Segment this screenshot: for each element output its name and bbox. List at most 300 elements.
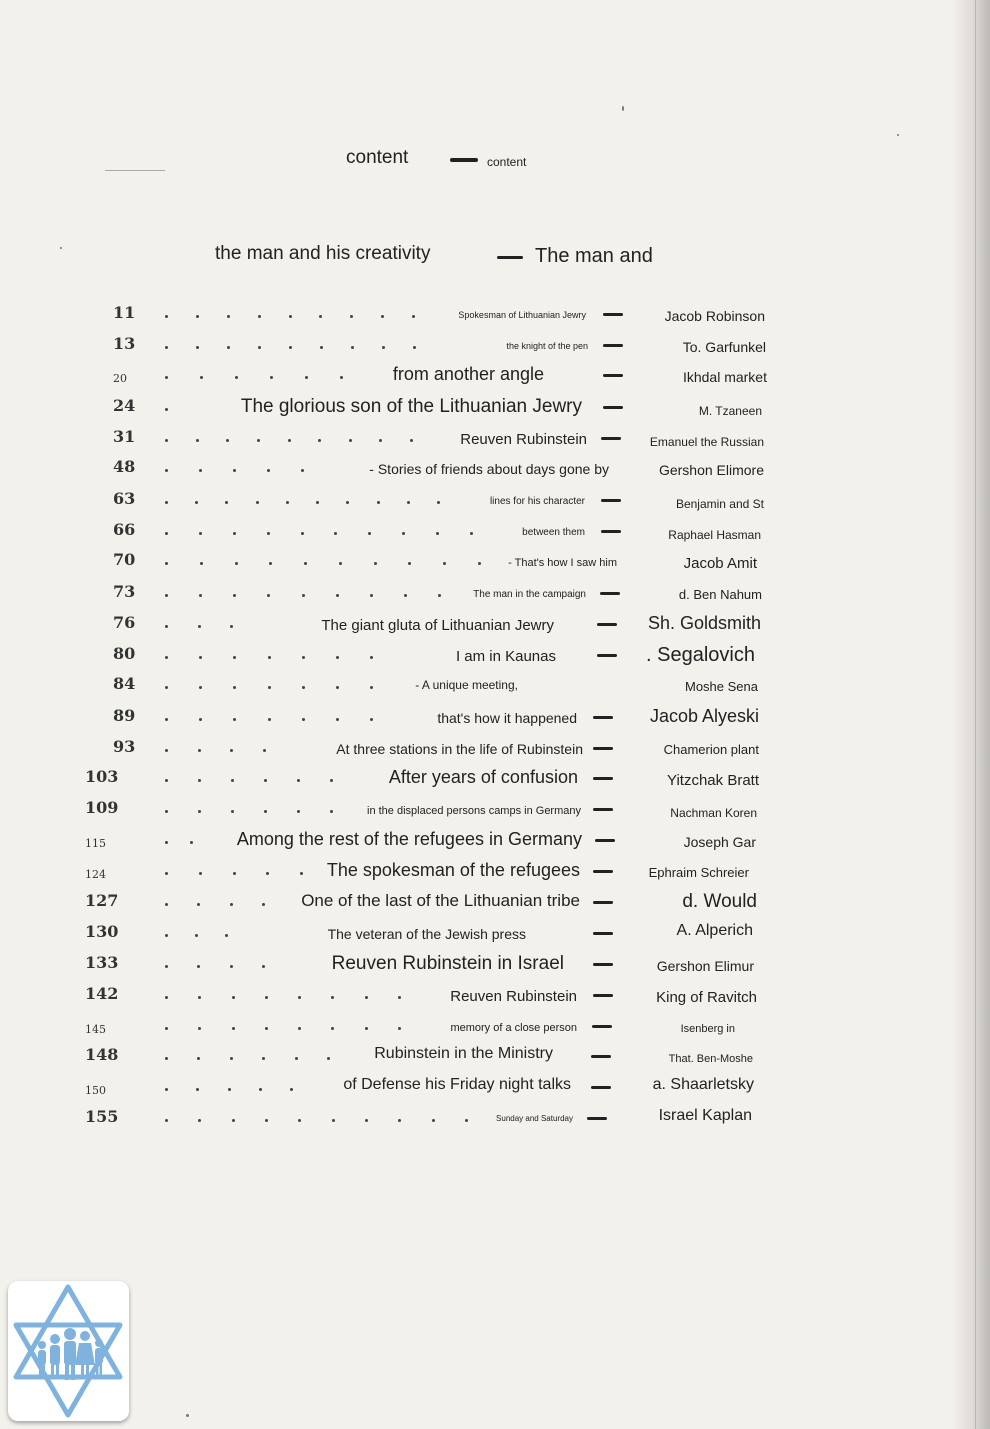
toc-row xyxy=(0,984,990,1014)
leader-dot xyxy=(302,656,305,659)
toc-row xyxy=(0,860,990,890)
toc-row xyxy=(0,767,990,797)
entry-author: That. Ben-Moshe xyxy=(668,1053,753,1065)
leader-dot xyxy=(413,346,416,349)
page-number: 70 xyxy=(113,550,136,569)
leader-dot xyxy=(165,1057,168,1060)
leader-dot xyxy=(233,686,236,689)
leader-dot xyxy=(289,346,292,349)
entry-title: in the displaced persons camps in Germany xyxy=(367,805,581,817)
leader-dot xyxy=(165,810,168,813)
leader-dot xyxy=(233,656,236,659)
leader-dot xyxy=(298,1027,301,1030)
leader-dot xyxy=(230,749,233,752)
toc-row xyxy=(0,427,990,457)
entry-title: - A unique meeting, xyxy=(415,678,518,692)
leader-dot xyxy=(197,1057,200,1060)
leader-dot xyxy=(165,562,168,565)
leader-dot xyxy=(195,934,198,937)
leader-dot xyxy=(370,594,373,597)
entry-author: Gershon Elimur xyxy=(656,958,754,974)
leader-dot xyxy=(233,469,236,472)
leader-dot xyxy=(235,376,238,379)
leader-dot xyxy=(368,532,371,535)
leader-dot xyxy=(165,532,168,535)
leader-dot xyxy=(233,718,236,721)
toc-row xyxy=(0,550,990,580)
leader-dot xyxy=(258,346,261,349)
leader-dot xyxy=(232,1119,235,1122)
entry-dash xyxy=(597,623,617,626)
entry-title: The giant gluta of Lithuanian Jewry xyxy=(321,617,554,634)
entry-author: Nachman Koren xyxy=(670,806,757,820)
leader-dot xyxy=(165,965,168,968)
leader-dot xyxy=(228,1088,231,1091)
leader-dot xyxy=(197,965,200,968)
page-number: 24 xyxy=(113,396,136,415)
entry-title: Sunday and Saturday xyxy=(496,1114,573,1123)
page-number: 76 xyxy=(113,613,136,632)
leader-dot xyxy=(377,501,380,504)
leader-dot xyxy=(316,501,319,504)
page-number: 155 xyxy=(85,1107,119,1126)
toc-row xyxy=(0,303,990,333)
entry-dash xyxy=(593,963,613,966)
leader-dot xyxy=(327,1057,330,1060)
entry-author: Jacob Alyeski xyxy=(649,706,759,726)
leader-dot xyxy=(436,532,439,535)
leader-dot xyxy=(227,346,230,349)
toc-row xyxy=(0,489,990,519)
leader-dot xyxy=(350,315,353,318)
entry-author: . Segalovich xyxy=(646,644,755,666)
entry-dash xyxy=(603,406,623,409)
leader-dot xyxy=(196,315,199,318)
leader-dot xyxy=(289,315,292,318)
entry-title: I am in Kaunas xyxy=(455,648,556,665)
leader-dot xyxy=(382,346,385,349)
scan-speck xyxy=(105,170,165,171)
leader-dot xyxy=(266,872,269,875)
leader-dot xyxy=(198,1027,201,1030)
leader-dot xyxy=(264,810,267,813)
entry-author: To. Garfunkel xyxy=(682,339,766,355)
leader-dot xyxy=(231,779,234,782)
contents-heading-left: content xyxy=(346,147,409,168)
leader-dot xyxy=(226,439,229,442)
leader-dot xyxy=(332,1119,335,1122)
leader-dot xyxy=(165,656,168,659)
entry-author: Isenberg in xyxy=(680,1023,735,1035)
entry-author: d. Ben Nahum xyxy=(678,587,762,602)
entry-dash xyxy=(593,870,613,873)
leader-dot xyxy=(165,625,168,628)
leader-dot xyxy=(331,996,334,999)
leader-dot xyxy=(199,656,202,659)
page-number: 145 xyxy=(85,1023,106,1036)
page-number: 109 xyxy=(85,798,119,817)
entry-dash xyxy=(597,654,617,657)
toc-row xyxy=(0,1107,990,1137)
entry-dash xyxy=(591,1086,611,1089)
entry-author: Gershon Elimore xyxy=(658,462,764,478)
entry-author: Ephraim Schreier xyxy=(648,865,749,880)
scan-speck xyxy=(622,106,624,111)
leader-dot xyxy=(370,686,373,689)
leader-dot xyxy=(235,562,238,565)
entry-author: Sh. Goldsmith xyxy=(647,613,761,633)
leader-dot xyxy=(438,594,441,597)
entry-title: Reuven Rubinstein xyxy=(460,431,587,448)
leader-dot xyxy=(225,501,228,504)
toc-row xyxy=(0,706,990,736)
leader-dot xyxy=(225,934,228,937)
entry-title: The veteran of the Jewish press xyxy=(327,926,526,942)
leader-dot xyxy=(190,841,193,844)
leader-dot xyxy=(262,1057,265,1060)
leader-dot xyxy=(370,718,373,721)
leader-dot xyxy=(196,346,199,349)
leader-dot xyxy=(165,841,168,844)
leader-dot xyxy=(336,718,339,721)
entry-author: Moshe Sena xyxy=(685,679,758,694)
scan-speck xyxy=(60,247,62,249)
leader-dot xyxy=(262,903,265,906)
leader-dot xyxy=(199,872,202,875)
entry-dash xyxy=(592,1025,612,1028)
entry-author: Jacob Amit xyxy=(683,555,757,572)
leader-dot xyxy=(267,469,270,472)
entry-author: a. Shaarletsky xyxy=(652,1076,754,1093)
entry-dash xyxy=(593,716,613,719)
entry-dash xyxy=(601,499,621,502)
page-number: 84 xyxy=(113,674,136,693)
entry-title: One of the last of the Lithuanian tribe xyxy=(301,891,580,910)
leader-dot xyxy=(336,656,339,659)
leader-dot xyxy=(199,718,202,721)
contents-heading-right: content xyxy=(487,155,527,169)
leader-dot xyxy=(465,1119,468,1122)
toc-row xyxy=(0,737,990,767)
toc-row xyxy=(0,1076,990,1106)
entry-title: - Stories of friends about days gone by xyxy=(369,461,609,477)
entry-title: The glorious son of the Lithuanian Jewry xyxy=(240,396,582,417)
entry-title: the knight of the pen xyxy=(506,341,588,351)
leader-dot xyxy=(349,439,352,442)
entry-dash xyxy=(595,839,615,842)
entry-title: Reuven Rubinstein xyxy=(450,988,577,1005)
page-number: 20 xyxy=(113,372,127,385)
entry-dash xyxy=(593,747,613,750)
leader-dot xyxy=(165,996,168,999)
page-number: 89 xyxy=(113,706,136,725)
leader-dot xyxy=(165,469,168,472)
scan-speck xyxy=(186,1414,189,1417)
leader-dot xyxy=(230,903,233,906)
page-number: 124 xyxy=(85,868,106,881)
leader-dot xyxy=(165,594,168,597)
leader-dot xyxy=(199,469,202,472)
page-number: 133 xyxy=(85,953,119,972)
entry-dash xyxy=(593,901,613,904)
page-number: 80 xyxy=(113,644,136,663)
leader-dot xyxy=(374,562,377,565)
toc-row xyxy=(0,1015,990,1045)
leader-dot xyxy=(330,810,333,813)
leader-dot xyxy=(305,376,308,379)
leader-dot xyxy=(232,1027,235,1030)
leader-dot xyxy=(432,1119,435,1122)
entry-author: Israel Kaplan xyxy=(658,1107,752,1124)
leader-dot xyxy=(165,686,168,689)
leader-dot xyxy=(165,501,168,504)
leader-dot xyxy=(398,1027,401,1030)
leader-dot xyxy=(165,779,168,782)
leader-dot xyxy=(298,1119,301,1122)
entry-author: Benjamin and St xyxy=(675,497,764,511)
entry-title: The man in the campaign xyxy=(473,589,586,600)
entry-title: of Defense his Friday night talks xyxy=(343,1076,571,1093)
leader-dot xyxy=(165,1088,168,1091)
scan-speck xyxy=(897,134,899,136)
toc-row xyxy=(0,520,990,550)
entry-title: Rubinstein in the Ministry xyxy=(374,1045,553,1062)
toc-row xyxy=(0,334,990,364)
leader-dot xyxy=(230,1057,233,1060)
leader-dot xyxy=(330,779,333,782)
page-number: 13 xyxy=(113,334,136,353)
page-number: 150 xyxy=(85,1084,106,1097)
leader-dot xyxy=(265,1119,268,1122)
leader-dot xyxy=(340,376,343,379)
leader-dot xyxy=(302,718,305,721)
leader-dot xyxy=(365,1119,368,1122)
leader-dot xyxy=(165,408,168,411)
leader-dot xyxy=(443,562,446,565)
leader-dot xyxy=(286,501,289,504)
page-number: 63 xyxy=(113,489,136,508)
toc-row xyxy=(0,582,990,612)
leader-dot xyxy=(336,686,339,689)
entry-author: Emanuel the Russian xyxy=(649,435,764,449)
toc-row xyxy=(0,396,990,426)
leader-dot xyxy=(165,718,168,721)
section-dash xyxy=(497,256,523,259)
entry-title: lines for his character xyxy=(489,496,585,507)
toc-row xyxy=(0,674,990,704)
leader-dot xyxy=(197,903,200,906)
leader-dot xyxy=(230,965,233,968)
logo-badge xyxy=(8,1281,129,1421)
leader-dot xyxy=(379,439,382,442)
entry-author: Joseph Gar xyxy=(683,834,756,850)
leader-dot xyxy=(165,749,168,752)
entry-dash xyxy=(603,344,623,347)
toc-row xyxy=(0,457,990,487)
leader-dot xyxy=(410,439,413,442)
leader-dot xyxy=(232,996,235,999)
leader-dot xyxy=(320,346,323,349)
entry-dash xyxy=(603,374,623,377)
leader-dot xyxy=(334,532,337,535)
leader-dot xyxy=(437,501,440,504)
leader-dot xyxy=(262,965,265,968)
entry-author: Chamerion plant xyxy=(663,742,759,757)
entry-author: M. Tzaneen xyxy=(698,404,762,418)
leader-dot xyxy=(300,872,303,875)
leader-dot xyxy=(301,469,304,472)
leader-dot xyxy=(233,594,236,597)
leader-dot xyxy=(297,779,300,782)
leader-dot xyxy=(290,1088,293,1091)
leader-dot xyxy=(264,779,267,782)
entry-title: Spokesman of Lithuanian Jewry xyxy=(458,310,586,320)
leader-dot xyxy=(470,532,473,535)
entry-title: At three stations in the life of Rubinstein xyxy=(336,741,583,757)
leader-dot xyxy=(398,996,401,999)
leader-dot xyxy=(265,996,268,999)
page-number: 93 xyxy=(113,737,136,756)
leader-dot xyxy=(233,532,236,535)
leader-dot xyxy=(196,439,199,442)
leader-dot xyxy=(198,996,201,999)
entry-title: After years of confusion xyxy=(388,767,578,787)
leader-dot xyxy=(478,562,481,565)
leader-dot xyxy=(304,562,307,565)
heading-dash xyxy=(450,158,478,162)
entry-title: that's how it happened xyxy=(437,710,577,726)
leader-dot xyxy=(412,315,415,318)
leader-dot xyxy=(268,686,271,689)
leader-dot xyxy=(268,718,271,721)
entry-author: Yitzchak Bratt xyxy=(667,772,759,789)
page-number: 48 xyxy=(113,457,136,476)
entry-dash xyxy=(593,994,613,997)
leader-dot xyxy=(295,1057,298,1060)
leader-dot xyxy=(267,532,270,535)
leader-dot xyxy=(165,934,168,937)
entry-dash xyxy=(593,808,613,811)
page-number: 103 xyxy=(85,767,119,786)
leader-dot xyxy=(196,1088,199,1091)
leader-dot xyxy=(346,501,349,504)
entry-dash xyxy=(591,1055,611,1058)
entry-title: between them xyxy=(522,527,585,538)
leader-dot xyxy=(267,594,270,597)
toc-row xyxy=(0,922,990,952)
leader-dot xyxy=(336,594,339,597)
leader-dot xyxy=(381,315,384,318)
entry-dash xyxy=(601,437,621,440)
leader-dot xyxy=(258,315,261,318)
leader-dot xyxy=(165,1119,168,1122)
leader-dot xyxy=(198,810,201,813)
leader-dot xyxy=(165,903,168,906)
leader-dot xyxy=(288,439,291,442)
leader-dot xyxy=(259,1088,262,1091)
leader-dot xyxy=(231,810,234,813)
leader-dot xyxy=(365,1027,368,1030)
leader-dot xyxy=(199,532,202,535)
entry-author: d. Would xyxy=(682,891,757,912)
entry-dash xyxy=(603,313,623,316)
leader-dot xyxy=(199,594,202,597)
page-number: 73 xyxy=(113,582,136,601)
entry-author: Raphael Hasman xyxy=(668,528,761,542)
leader-dot xyxy=(302,594,305,597)
leader-dot xyxy=(370,656,373,659)
leader-dot xyxy=(339,562,342,565)
entry-author: A. Alperich xyxy=(676,922,753,939)
leader-dot xyxy=(265,1027,268,1030)
leader-dot xyxy=(227,315,230,318)
leader-dot xyxy=(199,686,202,689)
page-number: 130 xyxy=(85,922,119,941)
leader-dot xyxy=(165,1027,168,1030)
page-number: 115 xyxy=(85,837,106,850)
toc-row xyxy=(0,953,990,983)
leader-dot xyxy=(331,1027,334,1030)
leader-dot xyxy=(301,532,304,535)
leader-dot xyxy=(297,810,300,813)
leader-dot xyxy=(165,346,168,349)
entry-author: King of Ravitch xyxy=(656,989,757,1006)
entry-dash xyxy=(593,932,613,935)
entry-title: from another angle xyxy=(392,364,544,384)
leader-dot xyxy=(198,749,201,752)
leader-dot xyxy=(165,439,168,442)
leader-dot xyxy=(165,376,168,379)
toc-row xyxy=(0,891,990,921)
leader-dot xyxy=(263,749,266,752)
entry-dash xyxy=(593,777,613,780)
entry-title: - That's how I saw him xyxy=(508,557,617,569)
leader-dot xyxy=(233,872,236,875)
leader-dot xyxy=(365,996,368,999)
leader-dot xyxy=(198,625,201,628)
entry-title: Reuven Rubinstein in Israel xyxy=(331,953,564,974)
page-number: 142 xyxy=(85,984,119,1003)
entry-dash xyxy=(587,1117,607,1120)
toc-row xyxy=(0,613,990,643)
leader-dot xyxy=(269,562,272,565)
leader-dot xyxy=(200,376,203,379)
entry-author: Ikhdal market xyxy=(682,369,767,385)
entry-title: Among the rest of the refugees in Germany xyxy=(236,829,582,849)
toc-row xyxy=(0,829,990,859)
leader-dot xyxy=(298,996,301,999)
toc-row xyxy=(0,364,990,394)
section-heading-left: the man and his creativity xyxy=(215,243,431,264)
leader-dot xyxy=(257,439,260,442)
leader-dot xyxy=(402,532,405,535)
leader-dot xyxy=(165,872,168,875)
entry-title: The spokesman of the refugees xyxy=(326,860,580,880)
entry-dash xyxy=(600,592,620,595)
toc-row xyxy=(0,644,990,674)
leader-dot xyxy=(270,376,273,379)
entry-author: Jacob Robinson xyxy=(664,308,765,324)
leader-dot xyxy=(407,501,410,504)
leader-dot xyxy=(230,625,233,628)
leader-dot xyxy=(404,594,407,597)
leader-dot xyxy=(195,501,198,504)
page-number: 148 xyxy=(85,1045,119,1064)
page-number: 11 xyxy=(113,303,136,322)
leader-dot xyxy=(408,562,411,565)
page-number: 31 xyxy=(113,427,136,446)
entry-dash xyxy=(601,530,621,533)
